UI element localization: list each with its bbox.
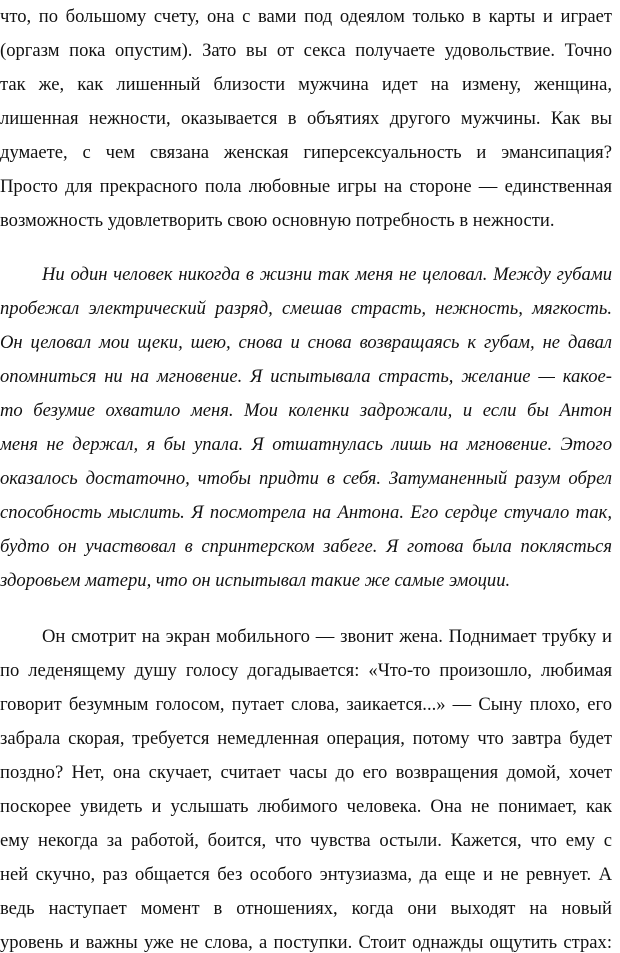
text-line: то безумие охватило меня. Мои коленки задрожали, и если бы Антон (0, 400, 612, 421)
text-line: поздно? Нет, она скучает, считает часы до его возвращения домой, хочет (0, 762, 612, 783)
text-line: опомниться ни на мгновение. Я испытывала страсть, желание — какое- (0, 366, 612, 387)
text-line: способность мыслить. Я посмотрела на Антона. Его сердце стучало так, (0, 502, 612, 523)
text-line: по леденящему душу голосу догадывается: «Что-то произошло, любимая (0, 660, 612, 681)
text-line: будто он участвовал в спринтерском забеге. Я готова была поклясться (0, 536, 612, 557)
text-line: поскорее увидеть и услышать любимого человека. Она не понимает, как (0, 796, 612, 817)
text-line: Ни один человек никогда в жизни так меня не целовал. Между губами (42, 264, 612, 285)
paragraph-1 (0, 0, 612, 238)
text-line: Просто для прекрасного пола любовные игры на стороне — единственная (0, 176, 612, 197)
text-line: ему некогда за работой, боится, что чувства остыли. Кажется, что ему с (0, 830, 612, 851)
text-line: Он смотрит на экран мобильного — звонит жена. Поднимает трубку и (42, 626, 612, 647)
text-line: лишенная нежности, оказывается в объятиях другого мужчины. Как вы (0, 108, 612, 129)
text-line: так же, как лишенный близости мужчина идет на измену, женщина, (0, 74, 612, 95)
text-line: говорит безумным голосом, путает слова, заикается...» — Сыну плохо, его (0, 694, 612, 715)
text-line: ней скучно, раз общается без особого энтузиазма, да еще и не ревнует. А (0, 864, 612, 885)
text-line: возможность удовлетворить свою основную потребность в нежности. (0, 210, 555, 231)
text-line: оказалось достаточно, чтобы придти в себя. Затуманенный разум обрел (0, 468, 612, 489)
text-line: меня не держал, я бы упала. Я отшатнулась лишь на мгновение. Этого (0, 434, 612, 455)
paragraph-2-quote (0, 258, 612, 598)
text-line: здоровьем матери, что он испытывал такие же самые эмоции. (0, 570, 511, 591)
text-line: забрала скорая, требуется немедленная операция, потому что завтра будет (0, 728, 612, 749)
text-line: Он целовал мои щеки, шею, снова и снова возвращаясь к губам, не давал (0, 332, 612, 353)
text-line: пробежал электрический разряд, смешав страсть, нежность, мягкость. (0, 298, 612, 319)
paragraph-3 (0, 620, 612, 953)
text-line: ведь наступает момент в отношениях, когда они выходят на новый (0, 898, 612, 919)
text-line: думаете, с чем связана женская гиперсексуальность и эмансипация? (0, 142, 612, 163)
text-line: что, по большому счету, она с вами под одеялом только в карты и играет (0, 6, 612, 27)
text-line: уровень и важны уже не слова, а поступки. Стоит однажды ощутить страх: (0, 932, 612, 953)
text-line: (оргазм пока опустим). Зато вы от секса получаете удовольствие. Точно (0, 40, 612, 61)
